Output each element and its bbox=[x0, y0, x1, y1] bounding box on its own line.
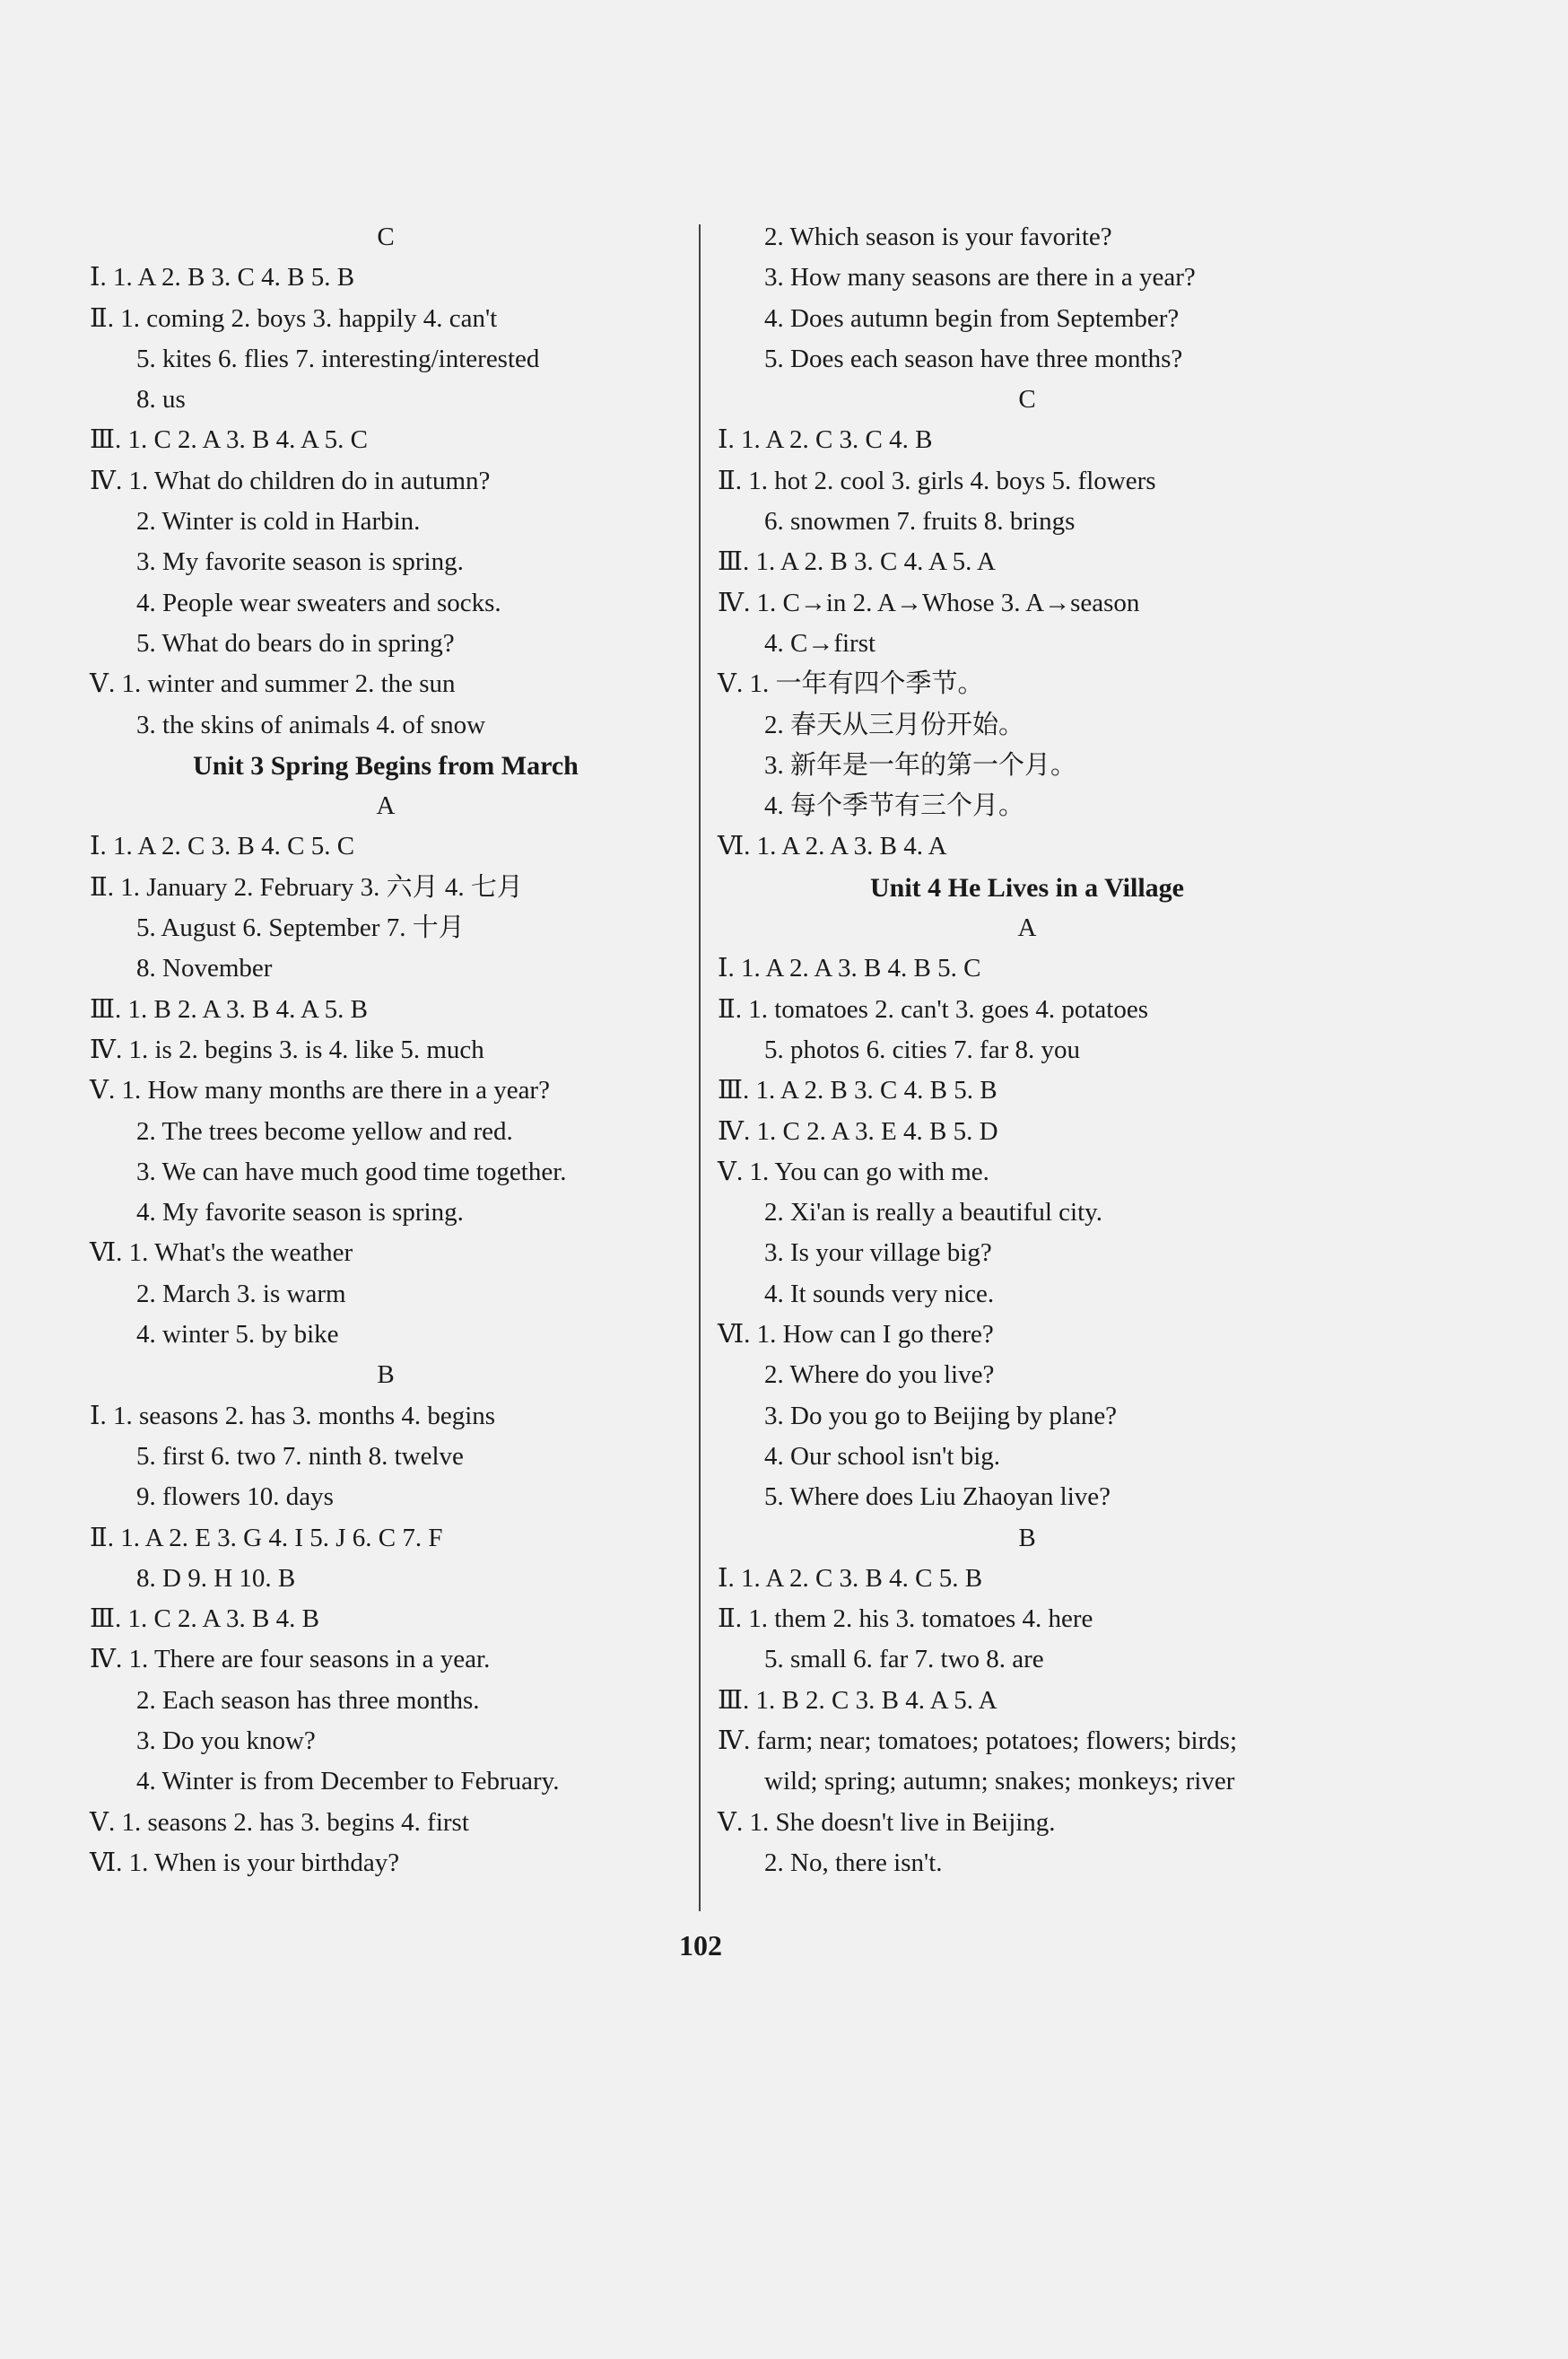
answer-line: Ⅴ. 1. seasons 2. has 3. begins 4. first bbox=[90, 1807, 469, 1837]
answer-line: Ⅵ. 1. How can I go there? bbox=[718, 1320, 994, 1350]
answer-line: 2. Each season has three months. bbox=[136, 1685, 480, 1715]
answer-line: 4. People wear sweaters and socks. bbox=[136, 588, 501, 617]
answer-line: 3. Do you go to Beijing by plane? bbox=[764, 1401, 1118, 1430]
answer-line: 5. Where does Liu Zhaoyan live? bbox=[764, 1482, 1111, 1512]
answer-line: 5. August 6. September 7. 十月 bbox=[136, 913, 465, 943]
column-divider bbox=[699, 224, 701, 1911]
answer-line: C bbox=[1018, 385, 1036, 415]
answer-line: 5. photos 6. cities 7. far 8. you bbox=[764, 1035, 1080, 1064]
answer-line: B bbox=[1018, 1523, 1036, 1552]
answer-line: Ⅵ. 1. When is your birthday? bbox=[90, 1848, 400, 1877]
right-column bbox=[718, 217, 1337, 1883]
answer-line: 2. Xi'an is really a beautiful city. bbox=[764, 1198, 1102, 1228]
answer-line: Ⅳ. 1. There are four seasons in a year. bbox=[90, 1645, 491, 1674]
page-number: 102 bbox=[679, 1929, 722, 1961]
answer-line: 2. March 3. is warm bbox=[136, 1279, 346, 1308]
answer-line: Ⅵ. 1. A 2. A 3. B 4. A bbox=[718, 832, 947, 861]
answer-line: Ⅴ. 1. You can go with me. bbox=[718, 1157, 989, 1186]
answer-line: Ⅲ. 1. A 2. B 3. C 4. A 5. A bbox=[718, 547, 996, 577]
answer-line: 2. Where do you live? bbox=[764, 1360, 995, 1390]
answer-line: 3. We can have much good time together. bbox=[136, 1157, 567, 1186]
answer-line: 3. the skins of animals 4. of snow bbox=[136, 710, 486, 739]
answer-line: 5. kites 6. flies 7. interesting/interested bbox=[136, 344, 540, 373]
answer-line: 4. It sounds very nice. bbox=[764, 1279, 995, 1308]
answer-line: Ⅲ. 1. A 2. B 3. C 4. B 5. B bbox=[718, 1076, 997, 1105]
answer-line: Ⅳ. 1. What do children do in autumn? bbox=[90, 466, 491, 495]
answer-line: 5. first 6. two 7. ninth 8. twelve bbox=[136, 1441, 464, 1471]
answer-line: Ⅲ. 1. C 2. A 3. B 4. A 5. C bbox=[90, 425, 368, 455]
answer-line: Ⅳ. 1. C 2. A 3. E 4. B 5. D bbox=[718, 1116, 998, 1146]
answer-line: Unit 4 He Lives in a Village bbox=[869, 872, 1184, 903]
answer-line: Ⅴ. 1. How many months are there in a year? bbox=[90, 1076, 550, 1105]
answer-line: Ⅰ. 1. A 2. C 3. C 4. B bbox=[718, 425, 933, 455]
answer-line: A bbox=[1017, 913, 1037, 943]
answer-line: Ⅳ. 1. C→in 2. A→Whose 3. A→season bbox=[718, 588, 1140, 617]
answer-line: 5. What do bears do in spring? bbox=[136, 628, 455, 658]
answer-line: B bbox=[377, 1360, 395, 1390]
answer-line: 4. 每个季节有三个月。 bbox=[764, 791, 1025, 821]
answer-line: 2. The trees become yellow and red. bbox=[136, 1116, 513, 1146]
answer-line: Ⅱ. 1. tomatoes 2. can't 3. goes 4. potatoes bbox=[718, 994, 1148, 1024]
answer-line: 4. My favorite season is spring. bbox=[136, 1198, 464, 1228]
answer-line: Ⅰ. 1. seasons 2. has 3. months 4. begins bbox=[90, 1401, 496, 1430]
answer-line: Ⅰ. 1. A 2. A 3. B 4. B 5. C bbox=[718, 954, 981, 983]
answer-line: 4. Winter is from December to February. bbox=[136, 1767, 560, 1796]
answer-line: 3. My favorite season is spring. bbox=[136, 547, 464, 577]
answer-line: wild; spring; autumn; snakes; monkeys; river bbox=[764, 1767, 1235, 1796]
answer-line: 3. Is your village big? bbox=[764, 1238, 992, 1268]
answer-line: 2. Which season is your favorite? bbox=[764, 223, 1112, 251]
answer-line: 5. small 6. far 7. two 8. are bbox=[764, 1645, 1044, 1674]
answer-line: 8. November bbox=[136, 954, 273, 983]
answer-line: Unit 3 Spring Begins from March bbox=[193, 750, 579, 781]
answer-line: Ⅱ. 1. coming 2. boys 3. happily 4. can't bbox=[90, 303, 498, 333]
answer-line: 4. Does autumn begin from September? bbox=[764, 303, 1180, 333]
answer-line: 5. Does each season have three months? bbox=[764, 344, 1183, 373]
answer-line: Ⅰ. 1. A 2. B 3. C 4. B 5. B bbox=[90, 263, 355, 293]
answer-line: 2. Winter is cold in Harbin. bbox=[136, 507, 421, 537]
answer-line: A bbox=[376, 791, 396, 821]
answer-line: 8. D 9. H 10. B bbox=[136, 1563, 296, 1593]
answer-line: Ⅲ. 1. B 2. C 3. B 4. A 5. A bbox=[718, 1685, 997, 1715]
answer-line: 4. C→first bbox=[764, 628, 876, 658]
answer-line: 2. No, there isn't. bbox=[764, 1848, 943, 1877]
answer-line: Ⅰ. 1. A 2. C 3. B 4. C 5. B bbox=[718, 1563, 983, 1593]
answer-line: Ⅳ. farm; near; tomatoes; potatoes; flowers; birds; bbox=[718, 1726, 1238, 1755]
answer-line: Ⅲ. 1. B 2. A 3. B 4. A 5. B bbox=[90, 994, 368, 1024]
left-column bbox=[90, 217, 682, 1883]
answer-line: 9. flowers 10. days bbox=[136, 1482, 334, 1512]
answer-line: 4. winter 5. by bike bbox=[136, 1320, 339, 1350]
answer-line: Ⅱ. 1. them 2. his 3. tomatoes 4. here bbox=[718, 1604, 1093, 1634]
answer-line: Ⅴ. 1. winter and summer 2. the sun bbox=[90, 669, 456, 699]
answer-line: Ⅱ. 1. January 2. February 3. 六月 4. 七月 bbox=[90, 872, 523, 902]
answer-line: Ⅵ. 1. What's the weather bbox=[90, 1238, 353, 1268]
answer-line: Ⅴ. 1. She doesn't live in Beijing. bbox=[718, 1807, 1056, 1837]
answer-line: Ⅱ. 1. hot 2. cool 3. girls 4. boys 5. flowers bbox=[718, 466, 1156, 495]
answer-line: Ⅱ. 1. A 2. E 3. G 4. I 5. J 6. C 7. F bbox=[90, 1523, 443, 1552]
answer-line: 3. Do you know? bbox=[136, 1726, 316, 1755]
answer-line: 4. Our school isn't big. bbox=[764, 1441, 1000, 1471]
answer-line: 8. us bbox=[136, 385, 186, 415]
answer-line: 3. How many seasons are there in a year? bbox=[764, 263, 1196, 293]
answer-line: C bbox=[377, 223, 395, 251]
answer-line: 2. 春天从三月份开始。 bbox=[764, 710, 1025, 739]
answer-line: Ⅴ. 1. 一年有四个季节。 bbox=[718, 669, 984, 699]
answer-line: Ⅳ. 1. is 2. begins 3. is 4. like 5. much bbox=[90, 1035, 484, 1064]
answer-line: 6. snowmen 7. fruits 8. brings bbox=[764, 507, 1076, 537]
answer-line: Ⅰ. 1. A 2. C 3. B 4. C 5. C bbox=[90, 832, 355, 861]
answer-line: Ⅲ. 1. C 2. A 3. B 4. B bbox=[90, 1604, 319, 1634]
answer-line: 3. 新年是一年的第一个月。 bbox=[764, 750, 1077, 780]
